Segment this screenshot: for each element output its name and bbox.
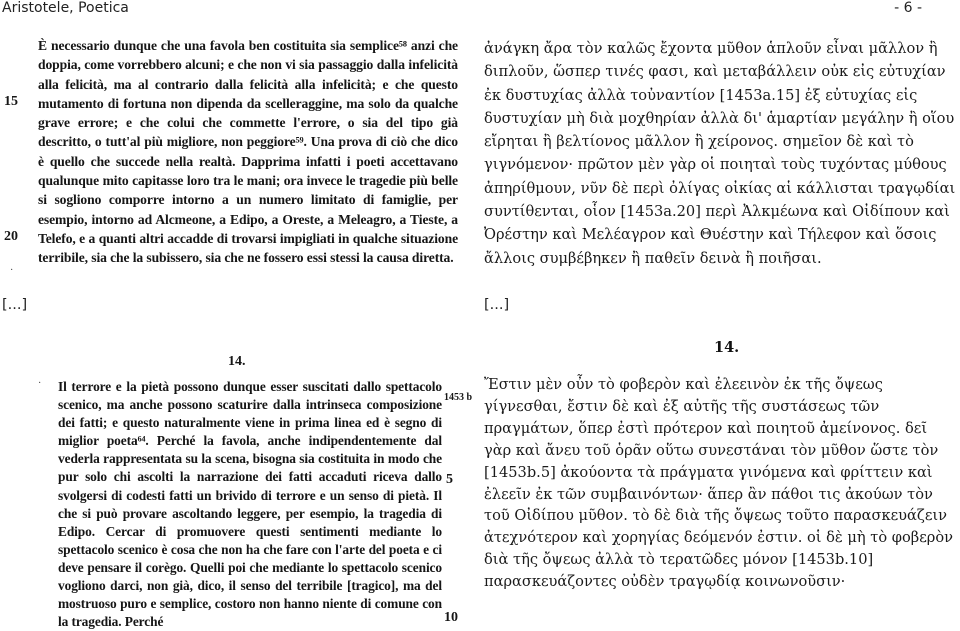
ellipsis-left: [...]	[2, 297, 28, 313]
greek-text-top: ἀνάγκη ἄρα τὸν καλῶς ἔχοντα μῦθον ἁπλοῦν εἶναι μᾶλλον ἢ διπλοῦν, ὥσπερ τινές φασι, καὶ μεταβάλλειν οὐκ εἰς εὐτυχίαν ἐκ δυστυχίας ἀλλὰ τοὐναντίον [1453a.15] ἐξ εὐτυχίας εἰς δυστυχίαν μὴ διὰ μοχθηρίαν ἀλλὰ δι' ἁμαρτίαν μεγάλην ἢ οἵου εἴρηται ἢ βελτίονος μᾶλλον ἢ χείρονος. σημεῖον δὲ καὶ τὸ γιγνόμενον· πρῶτον μὲν γὰρ οἱ ποιηταὶ τοὺς τυχόντας μύθους ἀπηρίθμουν, νῦν δὲ περὶ ὀλίγας οἰκίας αἱ κάλλισται τραγῳδίαι συντίθενται, οἷον [1453a.20] περὶ Ἀλκμέωνα καὶ Οἰδίπουν καὶ Ὀρέστην καὶ Μελέαγρον καὶ Θυέστην καὶ Τήλεφον καὶ ὅσοις ἄλλοις συμβέβηκεν ἢ παθεῖν δεινὰ ἢ ποιῆσαι.	[484, 40, 956, 267]
line-number-15: 15	[4, 94, 18, 109]
greek-text-bottom: Ἔστιν μὲν οὖν τὸ φοβερὸν καὶ ἐλεεινὸν ἐκ τῆς ὄψεως γίγνεσθαι, ἔστιν δὲ καὶ ἐξ αὐτῆς τῆς συστάσεως τῶν πραγμάτων, ὅπερ ἐστὶ πρότερον καὶ ποιητοῦ ἀμείνονος. δεῖ γὰρ καὶ ἄνευ τοῦ ὁρᾶν οὕτω συνεστάναι τὸν μῦθον ὥστε τὸν [1453b.5] ἀκούοντα τὰ πράγματα γινόμενα καὶ φρίττειν καὶ ἐλεεῖν ἐκ τῶν συμβαινόντων· ἅπερ ἂν πάθοι τις ἀκούων τὸν τοῦ Οἰδίπου μῦθον. τὸ δὲ διὰ τῆς ὄψεως τοῦτο παρασκευάζειν ἀτεχνότερον καὶ χορηγίας δεόμενόν ἐστιν. οἱ δὲ μὴ τὸ φοβερὸν διὰ τῆς ὄψεως ἀλλὰ τὸ τερατῶδες μόνον [1453b.10] παρασκευάζοντες οὐδὲν τραγῳδίᾳ κοινωνοῦσιν·	[484, 376, 953, 591]
italian-text-bottom: Il terrore e la pietà possono dunque esser suscitati dallo spettacolo scenico, ma anche possono scaturire dalla intrinseca composizione dei fatti; e questo naturalmente viene in prima linea ed è segno di miglior poeta⁶⁴. Perché la favola, anche indipendentemente dal vederla rappresentata su la scena, bisogna sia costituita in modo che pur solo chi ascolti la narrazione dei fatti accaduti riceva dallo svolgersi di codesti fatti un brivido di terrore e un senso di pietà. Il che si può provare ascoltando leggere, per esempio, la tragedia di Edipo. Cercar di promuovere questi sentimenti mediante lo spettacolo scenico è cosa che non ha che fare con l'arte del poeta e ci deve pensare il corègo. Quelli poi che mediante lo spettacolo scenico vogliono darci, non già, dico, il senso del terribile [tragico], ma del mostruoso puro e semplice, costoro non hanno niente di comune con la tragedia. Perché	[58, 379, 442, 630]
margin-dot: ·	[10, 265, 14, 276]
line-number-5: 5	[446, 472, 453, 487]
page-header	[0, 0, 960, 20]
line-number-10: 10	[444, 610, 458, 625]
margin-dot: ·	[38, 378, 42, 389]
line-number-20: 20	[4, 229, 18, 244]
page-number: - 6 -	[894, 0, 922, 16]
italian-text-top: È necessario dunque che una favola ben costituita sia semplice⁵⁸ anzi che doppia, come vorrebbero alcuni; e che non vi sia passaggio dalla infelicità alla felicità, ma al contrario dalla felicità alla infelicità; e che questo mutamento di fortuna non dipenda da scelleraggine, ma solo da qualche grave errore; e che colui che commette l'errore, o sia del tipo già descritto, o tutt'al più migliore, non peggiore⁵⁹. Una prova di ciò che dico è quello che succede nella realtà. Dapprima infatti i poeti accettavano qualunque mito capitasse loro tra le mani; ora invece le tragedie più belle si sogliono comporre intorno a un numero limitato di famiglie, per esempio, intorno ad Alcmeone, a Edipo, a Oreste, a Meleagro, a Tieste, a Telefo, e a quanti altri accadde di trovarsi impigliati in qualche situazione terribile, sia che la subissero, sia che ne fossero essi stessi la causa diretta.	[38, 38, 458, 266]
ellipsis-right: [...]	[484, 297, 510, 313]
bekker-ref-1453b: 1453 b	[444, 392, 473, 403]
section-number-greek: 14.	[714, 339, 740, 356]
header-title: Aristotele, Poetica	[2, 0, 129, 16]
section-number-italian: 14.	[228, 354, 246, 369]
